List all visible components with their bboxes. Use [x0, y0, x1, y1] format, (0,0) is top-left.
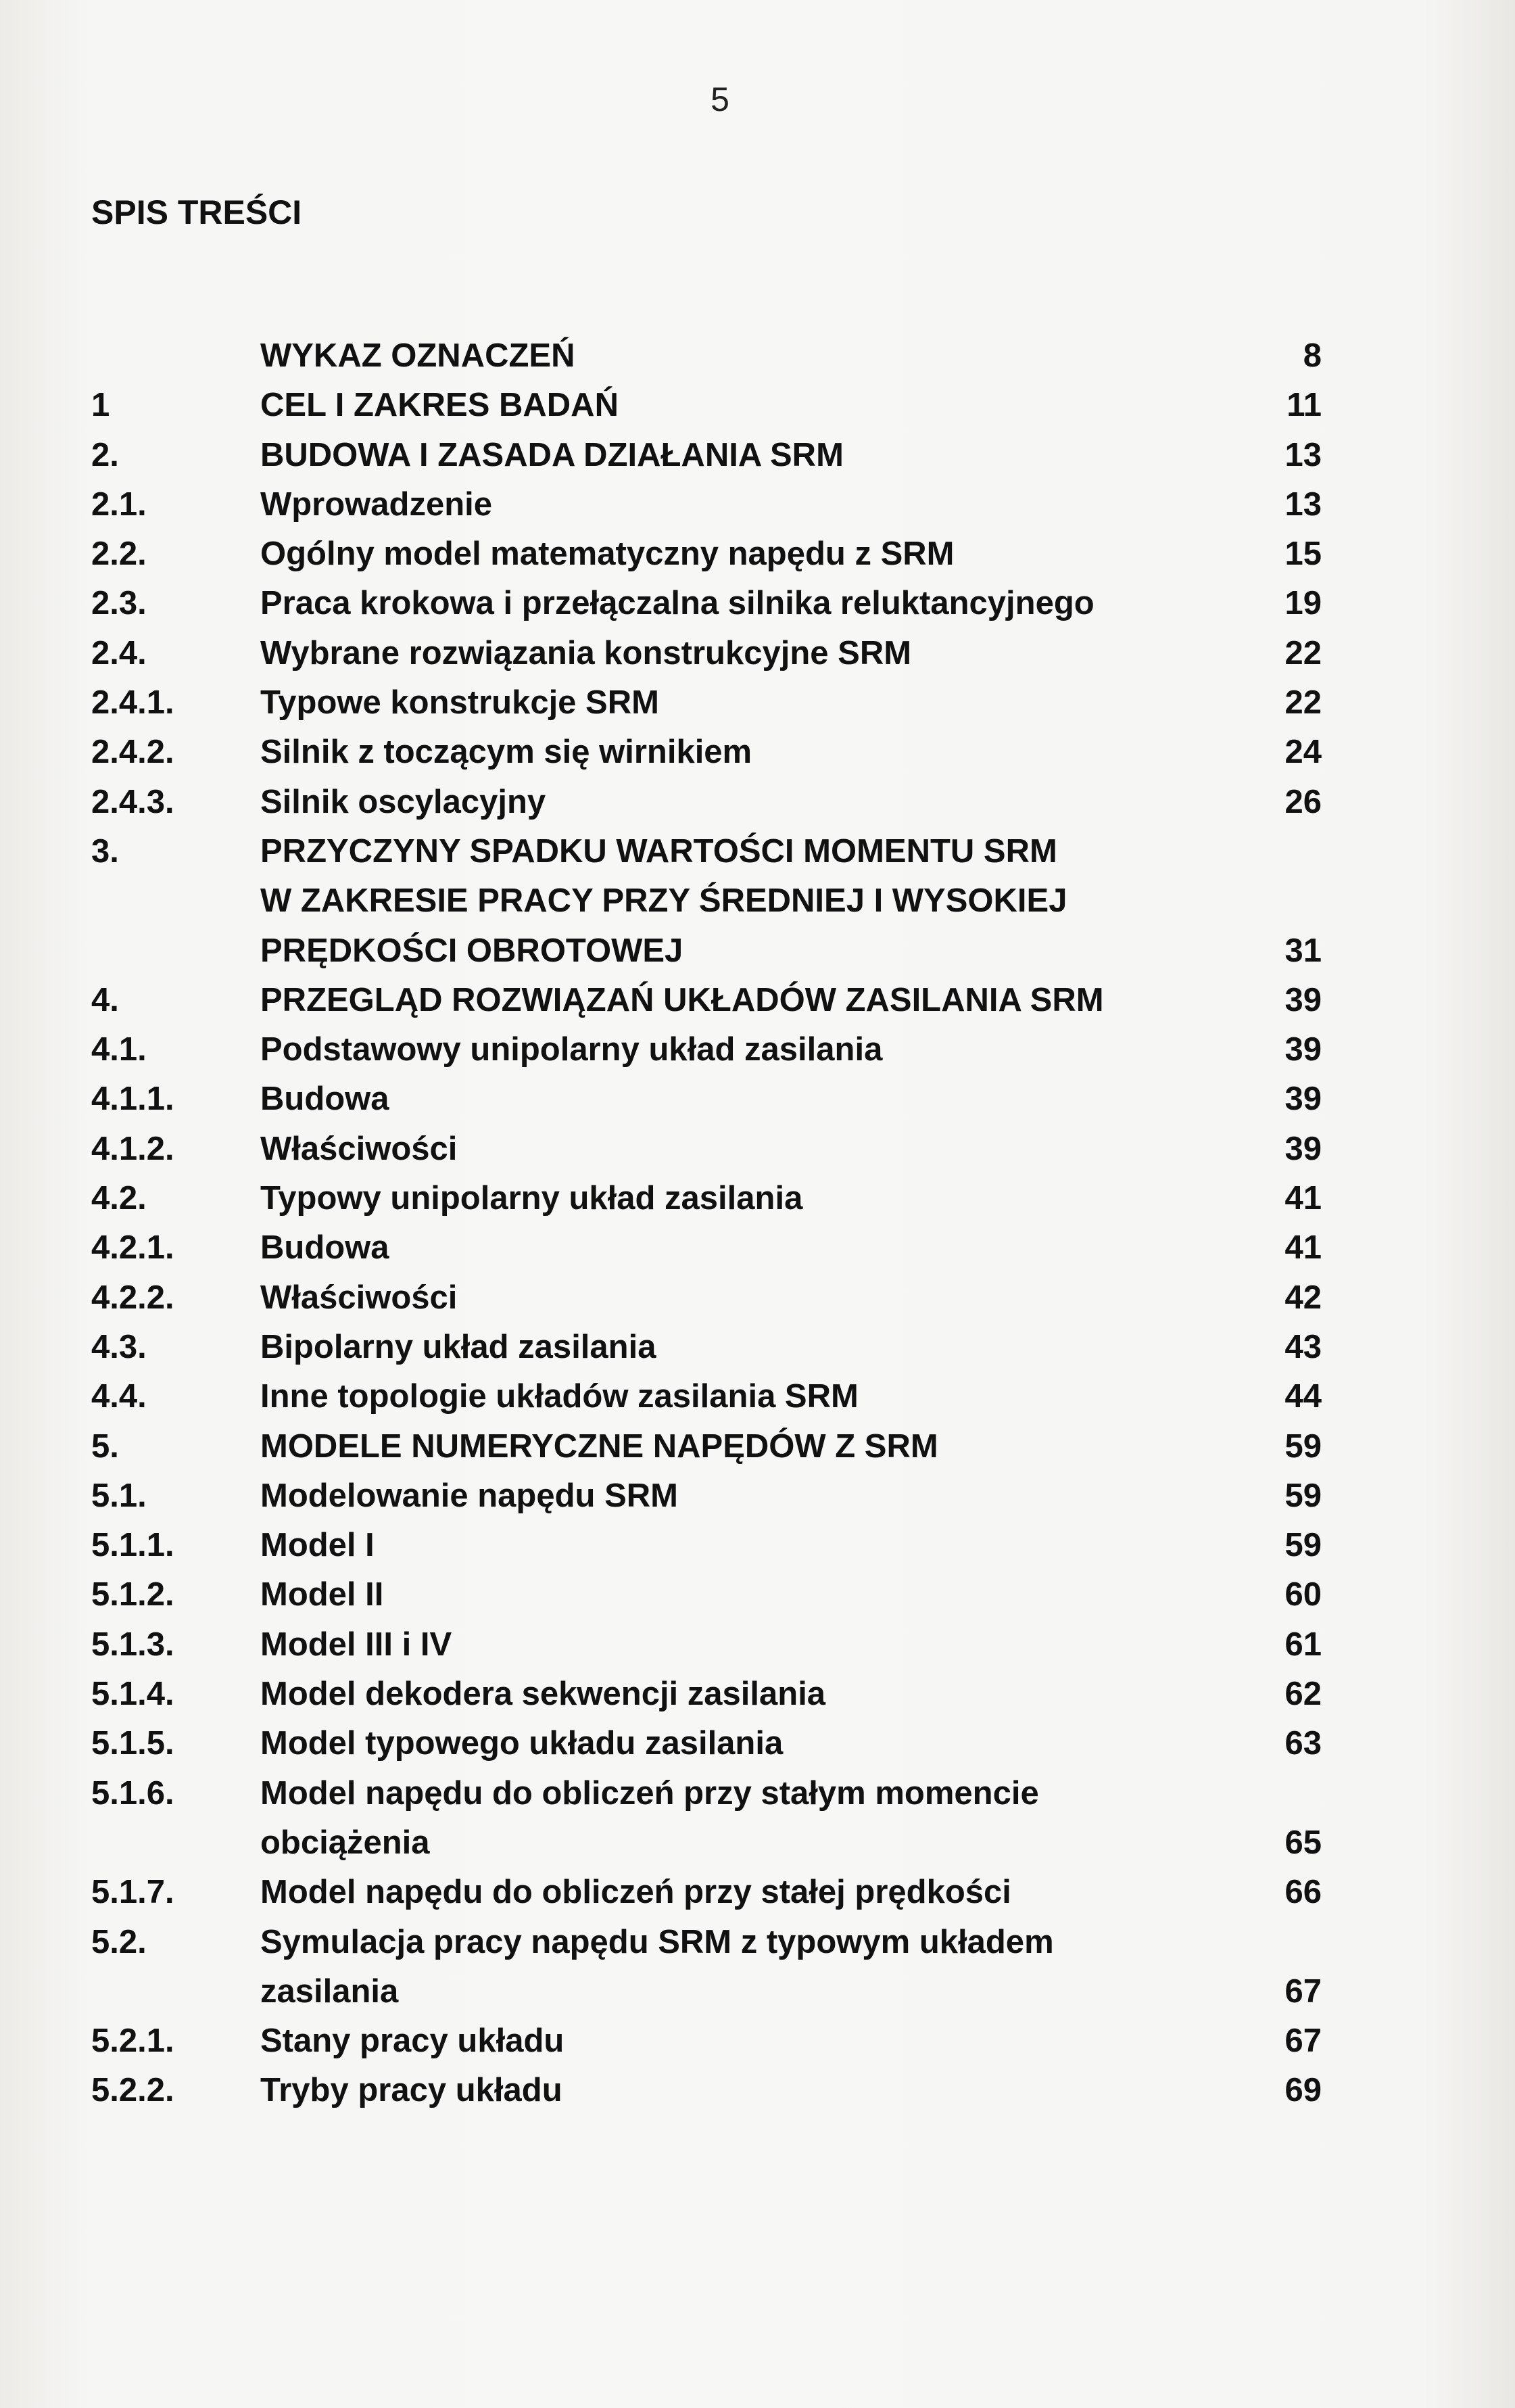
- toc-entry-number: 2.: [91, 436, 119, 473]
- toc-entry-page: 39: [1284, 1031, 1322, 1068]
- toc-entry-number: 4.2.1.: [91, 1229, 174, 1267]
- toc-entry: [91, 331, 1322, 381]
- toc-entry-number: 3.: [91, 832, 119, 870]
- toc-entry-page: 15: [1284, 536, 1322, 573]
- toc-entry-page: 69: [1284, 2072, 1322, 2109]
- toc-entry-title-line: Tryby pracy układu: [260, 2072, 562, 2109]
- toc-entry-title: [260, 529, 1193, 579]
- toc-entry: [91, 1521, 1322, 1570]
- toc-entry: [91, 778, 1322, 827]
- toc-entry-title: [260, 1422, 1193, 1471]
- toc-entry-page: 66: [1284, 1874, 1322, 1911]
- toc-entry-title-line: Budowa: [260, 1081, 389, 1118]
- toc-entry-title: [260, 778, 1193, 827]
- toc-entry-number: 5.1.5.: [91, 1725, 174, 1762]
- toc-entry-title-line: PRZEGLĄD ROZWIĄZAŃ UKŁADÓW ZASILANIA SRM: [260, 981, 1104, 1018]
- toc-entry: [91, 1570, 1322, 1620]
- toc-heading: SPIS TREŚCI: [91, 193, 302, 231]
- toc-entry: [91, 480, 1322, 529]
- toc-entry: [91, 1719, 1322, 1768]
- toc-entry-title-line: Wprowadzenie: [260, 486, 493, 523]
- toc-entry-number: 5.2.1.: [91, 2023, 174, 2060]
- toc-entry: [91, 1372, 1322, 1421]
- toc-entry-page: 39: [1284, 1081, 1322, 1118]
- toc-entry: [91, 1223, 1322, 1273]
- toc-entry-title-line: Model napędu do obliczeń przy stałej prędkości: [260, 1874, 1011, 1911]
- toc-entry: [91, 728, 1322, 777]
- toc-entry-number: 5.1.7.: [91, 1874, 174, 1911]
- toc-entry-title-line: Symulacja pracy napędu SRM z typowym układem: [260, 1923, 1054, 1960]
- toc-entry-title-line: Stany pracy układu: [260, 2023, 564, 2060]
- toc-entry-page: 22: [1284, 634, 1322, 671]
- toc-entry: [91, 1422, 1322, 1471]
- toc-entry-page: 22: [1284, 684, 1322, 722]
- toc-entry-title: [260, 431, 1193, 480]
- toc-entry-title-line: WYKAZ OZNACZEŃ: [260, 337, 575, 374]
- toc-entry-title: [260, 381, 1193, 430]
- toc-entry-title-line: Model I: [260, 1527, 375, 1564]
- toc-entry-number: 5.1.6.: [91, 1774, 174, 1812]
- toc-entry-title: [260, 331, 1193, 381]
- toc-entry-page: 39: [1284, 981, 1322, 1018]
- toc-entry-page: 24: [1284, 734, 1322, 771]
- toc-entry-number: 2.1.: [91, 486, 147, 523]
- toc-entry: [91, 1025, 1322, 1075]
- toc-entry-page: 62: [1284, 1676, 1322, 1713]
- toc-entry-page: 42: [1284, 1279, 1322, 1316]
- toc-entry-number: 2.3.: [91, 585, 147, 622]
- toc-entry-page: 31: [1284, 932, 1322, 969]
- toc-entry: [91, 976, 1322, 1025]
- toc-entry-page: 8: [1303, 337, 1322, 374]
- toc-entry-page: 44: [1284, 1378, 1322, 1415]
- toc-entry-number: 5.1.2.: [91, 1576, 174, 1613]
- toc-entry-number: 4.1.: [91, 1031, 147, 1068]
- toc-entry-title: [260, 728, 1193, 777]
- toc-entry: [91, 1174, 1322, 1223]
- toc-entry-number: 4.4.: [91, 1378, 147, 1415]
- toc-entry-title-line: PRZYCZYNY SPADKU WARTOŚCI MOMENTU SRM: [260, 832, 1057, 870]
- toc-entry: [91, 678, 1322, 728]
- toc-entry-title-line: Silnik z toczącym się wirnikiem: [260, 734, 752, 771]
- toc-entry-page: 63: [1284, 1725, 1322, 1762]
- toc-entry: [91, 1273, 1322, 1323]
- table-of-contents: [91, 331, 1322, 2116]
- toc-entry-page: 41: [1284, 1229, 1322, 1267]
- toc-entry: [91, 2016, 1322, 2066]
- toc-entry-page: 41: [1284, 1180, 1322, 1217]
- toc-entry-number: 1: [91, 387, 110, 424]
- toc-entry-title-line: MODELE NUMERYCZNE NAPĘDÓW Z SRM: [260, 1427, 938, 1465]
- toc-entry-title: [260, 1223, 1193, 1273]
- toc-entry-title: [260, 1372, 1193, 1421]
- toc-entry-title-line: Model III i IV: [260, 1626, 452, 1663]
- toc-entry-number: 2.4.2.: [91, 734, 174, 771]
- toc-entry: [91, 2066, 1322, 2115]
- toc-entry-page: 65: [1284, 1824, 1322, 1861]
- toc-entry-title: [260, 1521, 1193, 1570]
- toc-entry-title-line: Praca krokowa i przełączalna silnika reluktancyjnego: [260, 585, 1095, 622]
- toc-entry-page: 19: [1284, 585, 1322, 622]
- toc-entry: [91, 1868, 1322, 1917]
- toc-entry-title: [260, 1174, 1193, 1223]
- toc-entry: [91, 529, 1322, 579]
- toc-entry-title-line: Model napędu do obliczeń przy stałym momencie: [260, 1774, 1039, 1812]
- toc-entry: [91, 431, 1322, 480]
- page-number: 5: [711, 80, 729, 118]
- toc-entry-title-line: BUDOWA I ZASADA DZIAŁANIA SRM: [260, 436, 844, 473]
- toc-entry: [91, 579, 1322, 628]
- toc-entry-page: 59: [1284, 1527, 1322, 1564]
- toc-entry-number: 5.1.1.: [91, 1527, 174, 1564]
- toc-entry-page: 13: [1284, 486, 1322, 523]
- toc-entry-number: 2.4.: [91, 634, 147, 671]
- toc-entry: [91, 827, 1322, 976]
- toc-entry: [91, 1918, 1322, 2017]
- toc-entry-title: [260, 1075, 1193, 1124]
- toc-entry-page: 39: [1284, 1130, 1322, 1167]
- toc-entry-title: [260, 1125, 1193, 1174]
- toc-entry-page: 13: [1284, 436, 1322, 473]
- toc-entry: [91, 629, 1322, 678]
- toc-entry-number: 5.: [91, 1427, 119, 1465]
- toc-entry-number: 5.1.3.: [91, 1626, 174, 1663]
- toc-entry-page: 67: [1284, 2023, 1322, 2060]
- toc-entry-title-line: zasilania: [260, 1973, 399, 2010]
- toc-entry-title: [260, 2016, 1193, 2066]
- toc-entry-page: 60: [1284, 1576, 1322, 1613]
- toc-entry: [91, 1125, 1322, 1174]
- toc-entry-title-line: CEL I ZAKRES BADAŃ: [260, 387, 619, 424]
- toc-entry-title: [260, 480, 1193, 529]
- toc-entry-title: [260, 1918, 1193, 2017]
- toc-entry-title-line: Typowy unipolarny układ zasilania: [260, 1180, 803, 1217]
- toc-entry-number: 2.4.1.: [91, 684, 174, 722]
- toc-entry-title-line: Typowe konstrukcje SRM: [260, 684, 659, 722]
- toc-entry: [91, 1620, 1322, 1670]
- toc-entry-title: [260, 1670, 1193, 1719]
- toc-entry-page: 61: [1284, 1626, 1322, 1663]
- toc-entry-number: 4.1.1.: [91, 1081, 174, 1118]
- toc-entry-number: 4.2.: [91, 1180, 147, 1217]
- toc-entry-page: 26: [1284, 783, 1322, 820]
- toc-entry-page: 67: [1284, 1973, 1322, 2010]
- toc-entry-number: 4.: [91, 981, 119, 1018]
- toc-entry-title: [260, 1471, 1193, 1521]
- toc-entry-title-line: obciążenia: [260, 1824, 430, 1861]
- toc-entry-number: 4.3.: [91, 1328, 147, 1365]
- toc-entry: [91, 1670, 1322, 1719]
- toc-entry-title: [260, 1620, 1193, 1670]
- toc-entry-number: 5.1.4.: [91, 1676, 174, 1713]
- toc-entry-number: 5.2.2.: [91, 2072, 174, 2109]
- toc-entry-title: [260, 827, 1193, 976]
- toc-entry-title: [260, 976, 1193, 1025]
- toc-entry-title: [260, 1025, 1193, 1075]
- toc-entry-page: 43: [1284, 1328, 1322, 1365]
- toc-entry-title-line: Wybrane rozwiązania konstrukcyjne SRM: [260, 634, 912, 671]
- toc-entry-title: [260, 1273, 1193, 1323]
- toc-entry-title-line: Modelowanie napędu SRM: [260, 1477, 678, 1514]
- toc-entry-title: [260, 579, 1193, 628]
- toc-entry: [91, 1075, 1322, 1124]
- toc-entry: [91, 1769, 1322, 1868]
- toc-entry-number: 4.1.2.: [91, 1130, 174, 1167]
- toc-entry-number: 5.2.: [91, 1923, 147, 1960]
- toc-entry-title-line: Właściwości: [260, 1279, 458, 1316]
- toc-entry: [91, 381, 1322, 430]
- toc-entry-title: [260, 629, 1193, 678]
- toc-entry-page: 11: [1286, 387, 1322, 424]
- toc-entry-title: [260, 1769, 1193, 1868]
- toc-entry-title-line: Bipolarny układ zasilania: [260, 1328, 656, 1365]
- toc-entry-number: 2.2.: [91, 536, 147, 573]
- toc-entry-title: [260, 1323, 1193, 1372]
- toc-entry-title-line: Inne topologie układów zasilania SRM: [260, 1378, 859, 1415]
- toc-entry-page: 59: [1284, 1427, 1322, 1465]
- toc-entry-number: 4.2.2.: [91, 1279, 174, 1316]
- toc-entry-title-line: Budowa: [260, 1229, 389, 1267]
- toc-entry-page: 59: [1284, 1477, 1322, 1514]
- toc-entry-title: [260, 1719, 1193, 1768]
- toc-entry-title-line: Ogólny model matematyczny napędu z SRM: [260, 536, 955, 573]
- toc-entry-title-line: Model II: [260, 1576, 384, 1613]
- toc-entry: [91, 1471, 1322, 1521]
- toc-entry: [91, 1323, 1322, 1372]
- toc-entry-title-line: Model dekodera sekwencji zasilania: [260, 1676, 826, 1713]
- toc-entry-title-line: Silnik oscylacyjny: [260, 783, 546, 820]
- toc-entry-title: [260, 1868, 1193, 1917]
- toc-entry-title: [260, 678, 1193, 728]
- toc-entry-title-line: W ZAKRESIE PRACY PRZY ŚREDNIEJ I WYSOKIEJ: [260, 882, 1067, 920]
- toc-entry-title-line: Podstawowy unipolarny układ zasilania: [260, 1031, 883, 1068]
- toc-entry-title: [260, 2066, 1193, 2115]
- toc-entry-title-line: PRĘDKOŚCI OBROTOWEJ: [260, 932, 683, 969]
- toc-entry-number: 5.1.: [91, 1477, 147, 1514]
- toc-entry-title-line: Właściwości: [260, 1130, 458, 1167]
- toc-entry-title: [260, 1570, 1193, 1620]
- toc-entry-title-line: Model typowego układu zasilania: [260, 1725, 784, 1762]
- toc-entry-number: 2.4.3.: [91, 783, 174, 820]
